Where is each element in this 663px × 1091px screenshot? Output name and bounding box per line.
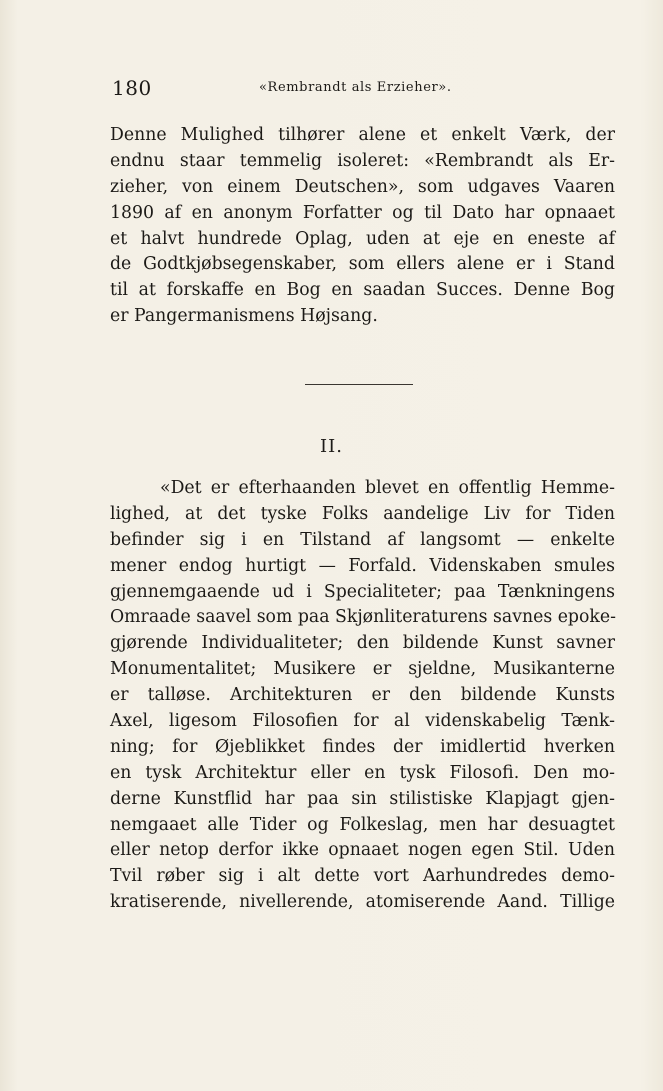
text-line: endnu staar temmelig isoleret: «Rembrandt als Er- — [110, 150, 615, 171]
text-line: til at forskaffe en Bog en saadan Succes. Denne Bog — [110, 280, 615, 301]
text-line: en tysk Architektur eller en tysk Filosofi. Den mo- — [110, 762, 615, 783]
text-line: Monumentalitet; Musikere er sjeldne, Musikanterne — [110, 659, 615, 680]
text-line: er Pangermanismens Højsang. — [110, 306, 378, 327]
text-line: gjørende Individualiteter; den bildende Kunst savner — [110, 633, 615, 654]
text-line: de Godtkjøbsegenskaber, som ellers alene er i Stand — [110, 254, 615, 275]
text-line: Denne Mulighed tilhører alene et enkelt Værk, der — [110, 125, 615, 145]
text-line: Omraade saavel som paa Skjønliteraturens savnes epoke- — [110, 607, 616, 628]
text-line: er talløse. Architekturen er den bildende Kunsts — [110, 685, 615, 706]
text-line: Tvil røber sig i alt dette vort Aarhundredes demo- — [110, 866, 615, 887]
text-line: Axel, ligesom Filosofien for al videnskabelig Tænk- — [110, 711, 615, 732]
section-heading: II. — [320, 436, 343, 457]
text-line: lighed, at det tyske Folks aandelige Liv for Tiden — [110, 503, 615, 524]
running-head — [112, 76, 612, 100]
page-number: 180 — [112, 76, 152, 100]
text-line: befinder sig i en Tilstand af langsomt — enkelte — [110, 529, 615, 550]
text-line: gjennemgaaende ud i Specialiteter; paa Tænkningens — [110, 581, 615, 602]
text-line: kratiserende, nivellerende, atomiserende Aand. Tillige — [110, 892, 615, 913]
text-line: 1890 af en anonym Forfatter og til Dato har opnaaet — [110, 202, 615, 223]
text-line: zieher, von einem Deutschen», som udgaves Vaaren — [110, 176, 615, 197]
section-divider — [305, 384, 413, 385]
text-line: et halvt hundrede Oplag, uden at eje en eneste af — [110, 228, 615, 249]
paragraph-intro — [110, 123, 615, 330]
running-title: «Rembrandt als Erzieher». — [259, 80, 452, 95]
text-line: mener endog hurtigt — Forfald. Videnskaben smules — [110, 555, 615, 576]
text-line: ning; for Øjeblikket findes der imidlertid hverken — [110, 736, 615, 757]
paragraph-section-ii — [110, 476, 615, 916]
text-line: «Det er efterhaanden blevet en offentlig Hemme- — [160, 478, 615, 498]
text-line: derne Kunstflid har paa sin stilistiske Klapjagt gjen- — [110, 788, 615, 809]
text-line: nemgaaet alle Tider og Folkeslag, men har desuagtet — [110, 814, 615, 835]
text-line: eller netop derfor ikke opnaaet nogen egen Stil. Uden — [110, 840, 615, 861]
